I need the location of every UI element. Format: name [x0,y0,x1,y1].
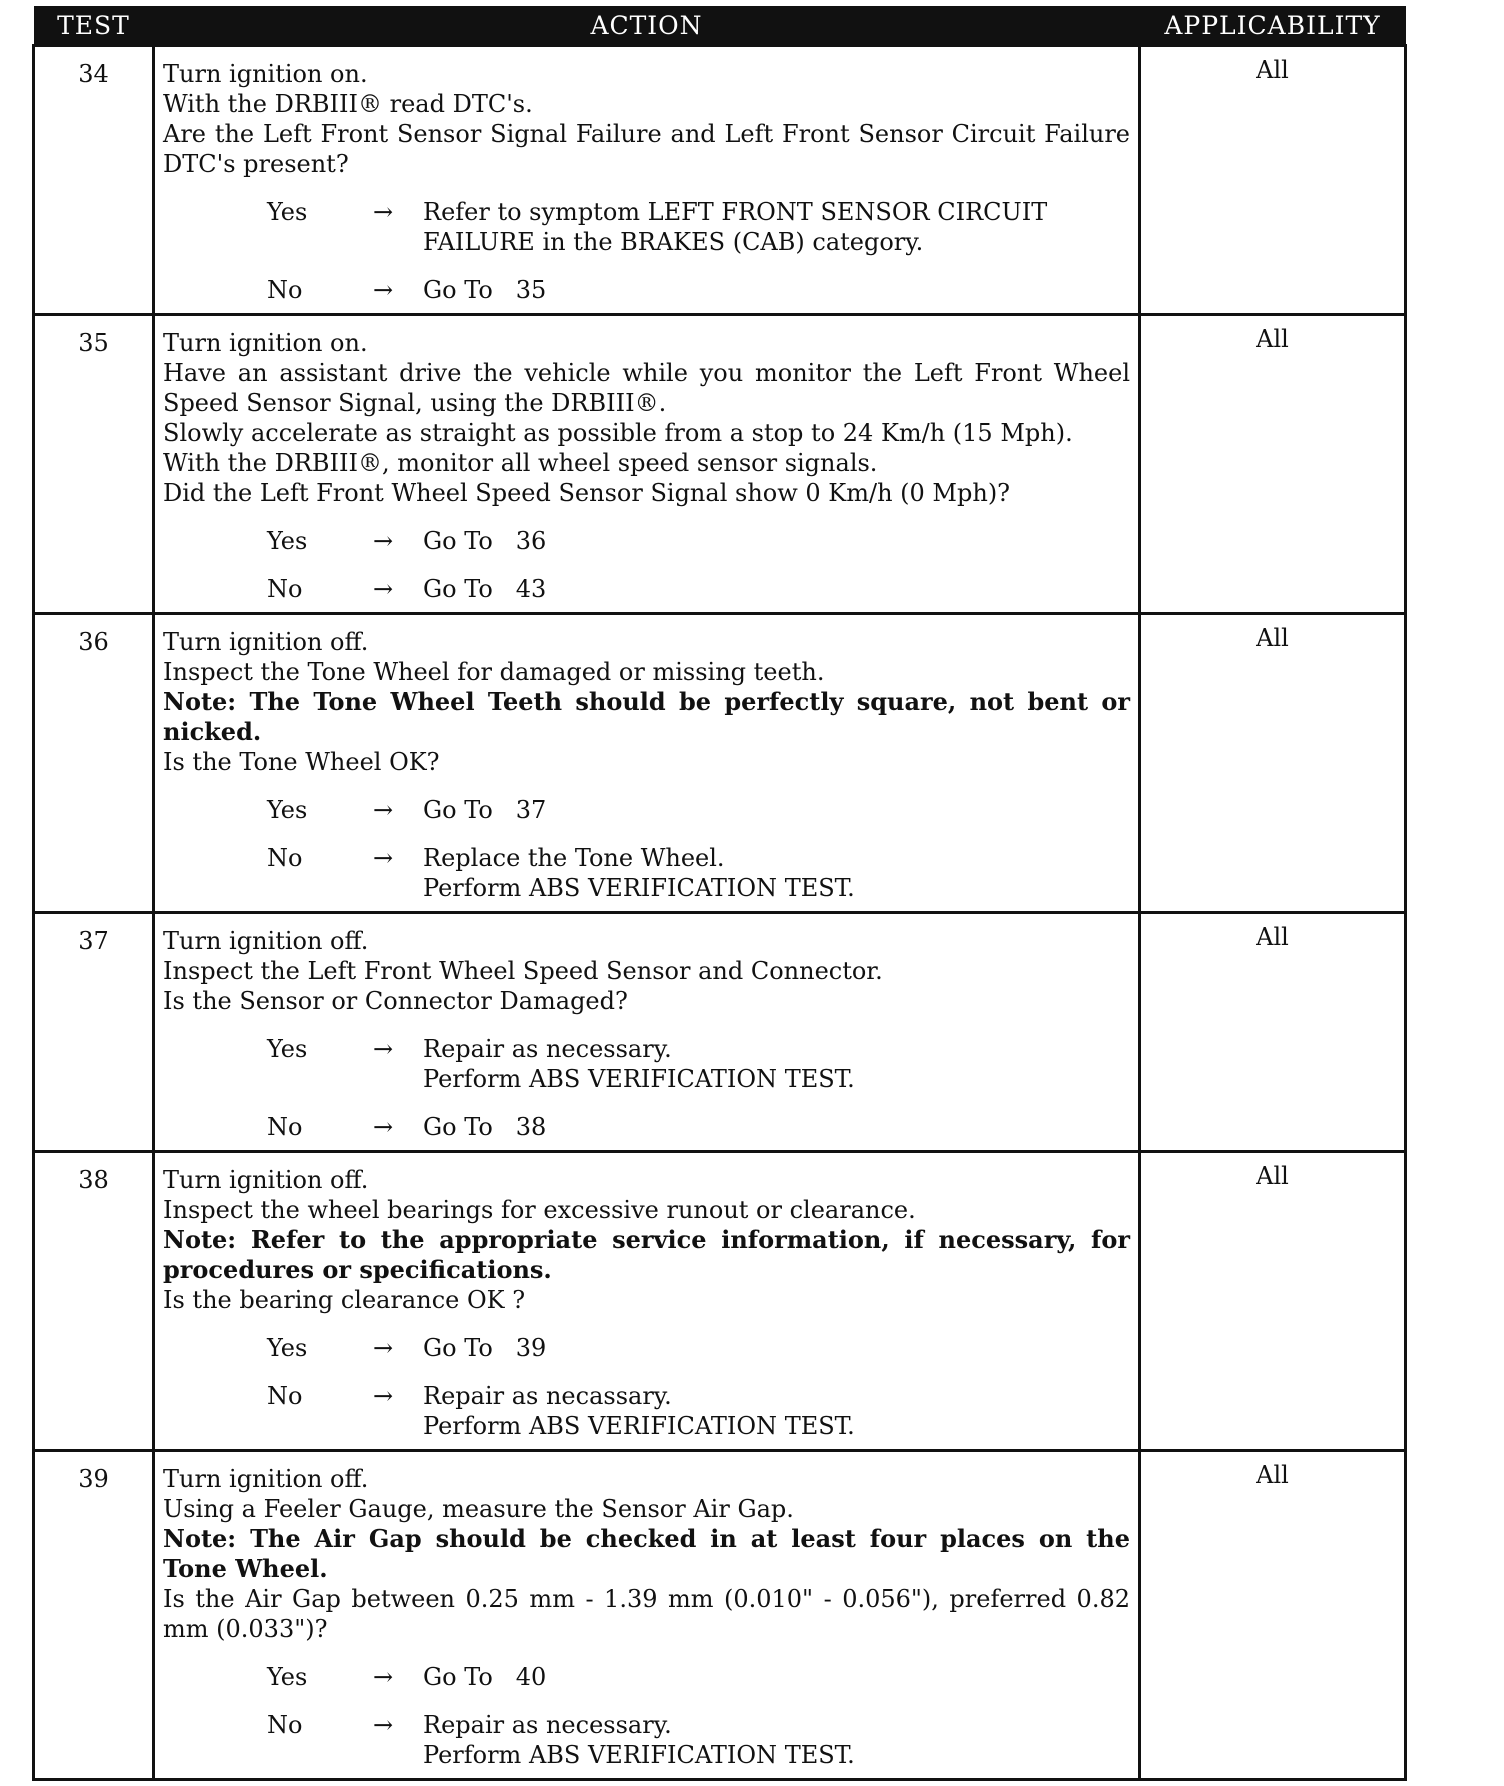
answer-yes [267,197,1130,257]
action-cell [154,315,1140,614]
action-line: Using a Feeler Gauge, measure the Sensor Air Gap. [163,1495,794,1523]
result-line: Replace the Tone Wheel. [423,844,725,872]
table-row [34,1451,1406,1780]
action-line: Inspect the Tone Wheel for damaged or missing teeth. [163,658,825,686]
answer-no [267,1710,1130,1770]
action-line: Inspect the Left Front Wheel Speed Sensor and Connector. [163,957,883,985]
action-cell [154,913,1140,1152]
answer-result [423,526,1130,556]
applicability: All [1140,1152,1406,1451]
answer-result [423,1112,1130,1142]
applicability: All [1140,614,1406,913]
answer-label: Yes [267,796,308,824]
answer-label: No [267,1382,303,1410]
result-line: Repair as necessary. [423,1035,672,1063]
action-note: Note: The Air Gap should be checked in at least four places on the Tone Wheel. [163,1524,1130,1583]
arrow-icon: → [373,1113,394,1141]
applicability: All [1140,315,1406,614]
test-table [32,6,1407,1781]
applicability: All [1140,913,1406,1152]
answer-label: Yes [267,198,308,226]
action-line: Did the Left Front Wheel Speed Sensor Signal show 0 Km/h (0 Mph)? [163,479,1011,507]
result-line: Go To 37 [423,796,547,824]
table-row [34,1152,1406,1451]
answer-label: No [267,276,303,304]
action-cell [154,1451,1140,1780]
answer-label: No [267,575,303,603]
answer-label: Yes [267,1035,308,1063]
result-line: Go To 36 [423,527,547,555]
answer-no [267,275,1130,305]
action-cell [154,614,1140,913]
result-line: Go To 35 [423,276,547,304]
arrow-icon: → [373,1035,394,1063]
arrow-icon: → [373,276,394,304]
table-row [34,913,1406,1152]
header-test: TEST [34,6,154,46]
action-line: Is the Sensor or Connector Damaged? [163,987,628,1015]
answer-result [423,843,1130,903]
answer-no [267,574,1130,604]
action-line: Turn ignition off. [163,927,369,955]
table-row [34,315,1406,614]
action-line: Turn ignition off. [163,1166,369,1194]
answer-label: Yes [267,1663,308,1691]
action-line: Is the bearing clearance OK ? [163,1286,526,1314]
answer-label: Yes [267,1334,308,1362]
action-line: Slowly accelerate as straight as possible from a stop to 24 Km/h (15 Mph). [163,419,1073,447]
arrow-icon: → [373,1711,394,1739]
answer-label: No [267,844,303,872]
test-number: 35 [34,315,154,614]
result-line: Repair as necassary. [423,1382,672,1410]
applicability: All [1140,1451,1406,1780]
answer-result [423,1034,1130,1094]
arrow-icon: → [373,1663,394,1691]
answer-yes [267,1034,1130,1094]
answer-result [423,275,1130,305]
answer-yes [267,1662,1130,1692]
action-line: Are the Left Front Sensor Signal Failure and Left Front Sensor Circuit Failure DTC's present? [163,120,1130,178]
header-action: ACTION [154,6,1140,46]
test-number: 39 [34,1451,154,1780]
applicability: All [1140,46,1406,315]
result-line: Go To 38 [423,1113,547,1141]
action-line: Have an assistant drive the vehicle while you monitor the Left Front Wheel Speed Sensor Signal, using the DRBIII®. [163,359,1130,417]
answer-yes [267,1333,1130,1363]
result-line: Perform ABS VERIFICATION TEST. [423,1412,855,1440]
arrow-icon: → [373,1334,394,1362]
action-line: Is the Air Gap between 0.25 mm - 1.39 mm (0.010" - 0.056"), preferred 0.82 mm (0.033")? [163,1585,1130,1643]
result-line: Repair as necessary. [423,1711,672,1739]
action-line: Turn ignition on. [163,60,368,88]
answer-no [267,1112,1130,1142]
test-number: 38 [34,1152,154,1451]
result-line: Perform ABS VERIFICATION TEST. [423,1065,855,1093]
action-line: Turn ignition off. [163,628,369,656]
answer-yes [267,795,1130,825]
arrow-icon: → [373,844,394,872]
action-note: Note: The Tone Wheel Teeth should be perfectly square, not bent or nicked. [163,687,1130,746]
diagnostic-test-table [32,6,1404,1781]
answer-label: No [267,1113,303,1141]
result-line: Refer to symptom LEFT FRONT SENSOR CIRCUIT FAILURE in the BRAKES (CAB) category. [423,198,1055,256]
action-line: Is the Tone Wheel OK? [163,748,440,776]
action-note: Note: Refer to the appropriate service information, if necessary, for procedures or specifications. [163,1225,1130,1284]
action-line: Inspect the wheel bearings for excessive runout or clearance. [163,1196,916,1224]
answer-result [423,1710,1130,1770]
action-line: Turn ignition off. [163,1465,369,1493]
arrow-icon: → [373,796,394,824]
result-line: Go To 43 [423,575,547,603]
test-number: 37 [34,913,154,1152]
answer-result [423,795,1130,825]
header-applicability: APPLICABILITY [1140,6,1406,46]
action-line: Turn ignition on. [163,329,368,357]
action-line: With the DRBIII®, monitor all wheel speed sensor signals. [163,449,878,477]
arrow-icon: → [373,527,394,555]
action-line: With the DRBIII® read DTC's. [163,90,533,118]
action-cell [154,46,1140,315]
answer-label: Yes [267,527,308,555]
answer-result [423,1381,1130,1441]
table-row [34,46,1406,315]
table-row [34,614,1406,913]
test-number: 34 [34,46,154,315]
result-line: Perform ABS VERIFICATION TEST. [423,1741,855,1769]
answer-result [423,197,1130,257]
result-line: Perform ABS VERIFICATION TEST. [423,874,855,902]
test-number: 36 [34,614,154,913]
table-body [34,46,1406,1780]
answer-result [423,574,1130,604]
arrow-icon: → [373,575,394,603]
answer-no [267,843,1130,903]
answer-result [423,1662,1130,1692]
arrow-icon: → [373,198,394,226]
table-header [34,6,1406,46]
answer-label: No [267,1711,303,1739]
answer-yes [267,526,1130,556]
answer-no [267,1381,1130,1441]
result-line: Go To 39 [423,1334,547,1362]
result-line: Go To 40 [423,1663,547,1691]
answer-result [423,1333,1130,1363]
action-cell [154,1152,1140,1451]
arrow-icon: → [373,1382,394,1410]
